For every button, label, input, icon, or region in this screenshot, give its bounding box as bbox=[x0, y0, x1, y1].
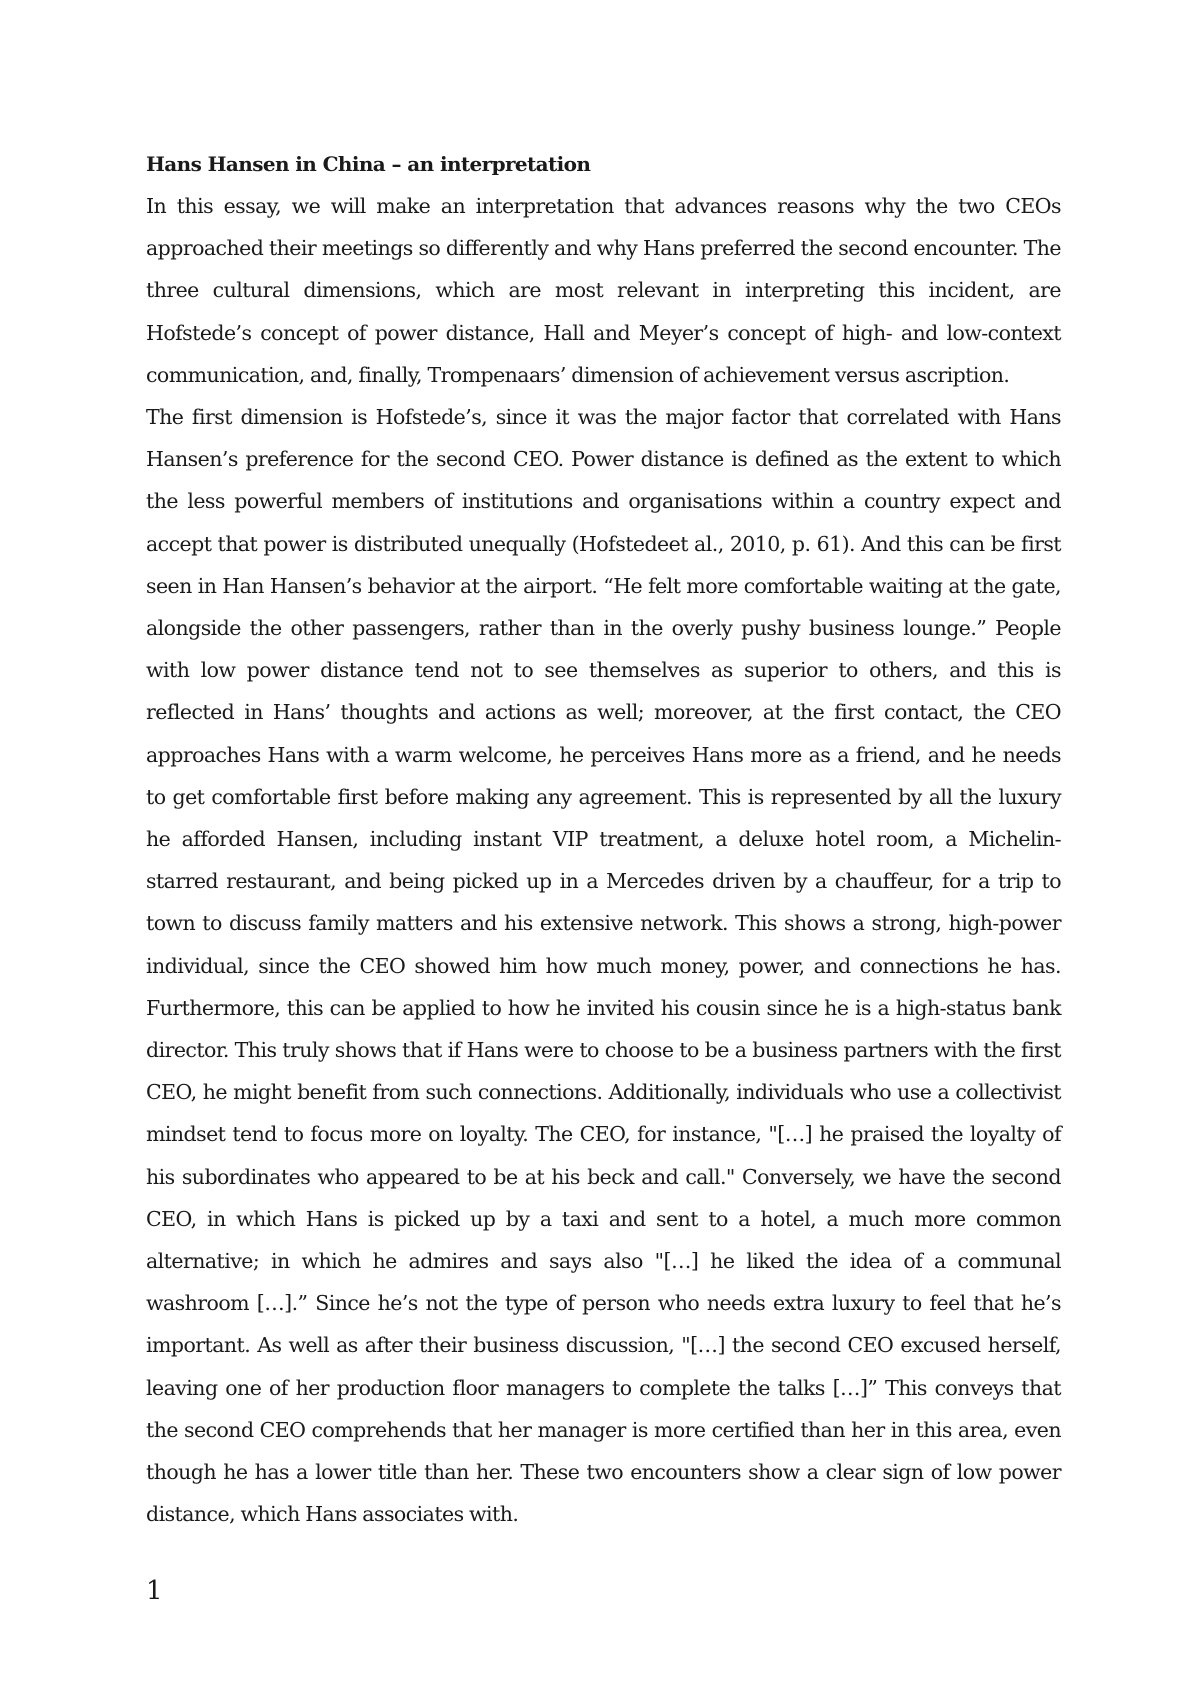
page-number: 1 bbox=[146, 1576, 163, 1606]
paragraph-intro: In this essay, we will make an interpretation that advances reasons why the two CEOs approached their meetings so differently and why Hans preferred the second encounter. The three cultural dimensions, which are most relevant in interpreting this incident, are Hofstede’s concept of power distance, Hall and Meyer’s concept of high- and low-context communication, and, finally, Trompenaars’ dimension of achievement versus ascription. bbox=[146, 194, 1061, 387]
document-title: Hans Hansen in China – an interpretation bbox=[146, 152, 591, 176]
paragraph-power-distance: The first dimension is Hofstede’s, since it was the major factor that correlated with Hans Hansen’s preference for the second CEO. Power distance is defined as the extent to which the less powerful members of institutions and organisations within a country expect and accept that power is distributed unequally (Hofstedeet al., 2010, p. 61). And this can be first seen in Han Hansen’s behavior at the airport. “He felt more comfortable waiting at the gate, alongside the other passengers, rather than in the overly pushy business lounge.” People with low power distance tend not to see themselves as superior to others, and this is reflected in Hans’ thoughts and actions as well; moreover, at the first contact, the CEO approaches Hans with a warm welcome, he perceives Hans more as a friend, and he needs to get comfortable first before making any agreement. This is represented by all the luxury he afforded Hansen, including instant VIP treatment, a deluxe hotel room, a Michelin-starred restaurant, and being picked up in a Mercedes driven by a chauffeur, for a trip to town to discuss family matters and his extensive network. This shows a strong, high-power individual, since the CEO showed him how much money, power, and connections he has. Furthermore, this can be applied to how he invited his cousin since he is a high-status bank director. This truly shows that if Hans were to choose to be a business partners with the first CEO, he might benefit from such connections. Additionally, individuals who use a collectivist mindset tend to focus more on loyalty. The CEO, for instance, "[…] he praised the loyalty of his subordinates who appeared to be at his beck and call." Conversely, we have the second CEO, in which Hans is picked up by a taxi and sent to a hotel, a much more common alternative; in which he admires and says also "[…] he liked the idea of a communal washroom […].” Since he’s not the type of person who needs extra luxury to feel that he’s important. As well as after their business discussion, "[…] the second CEO excused herself, leaving one of her production floor managers to complete the talks […]” This conveys that the second CEO comprehends that her manager is more certified than her in this area, even though he has a lower title than her. These two encounters show a clear sign of low power distance, which Hans associates with. bbox=[146, 405, 1061, 1527]
document-body bbox=[146, 143, 1061, 1536]
